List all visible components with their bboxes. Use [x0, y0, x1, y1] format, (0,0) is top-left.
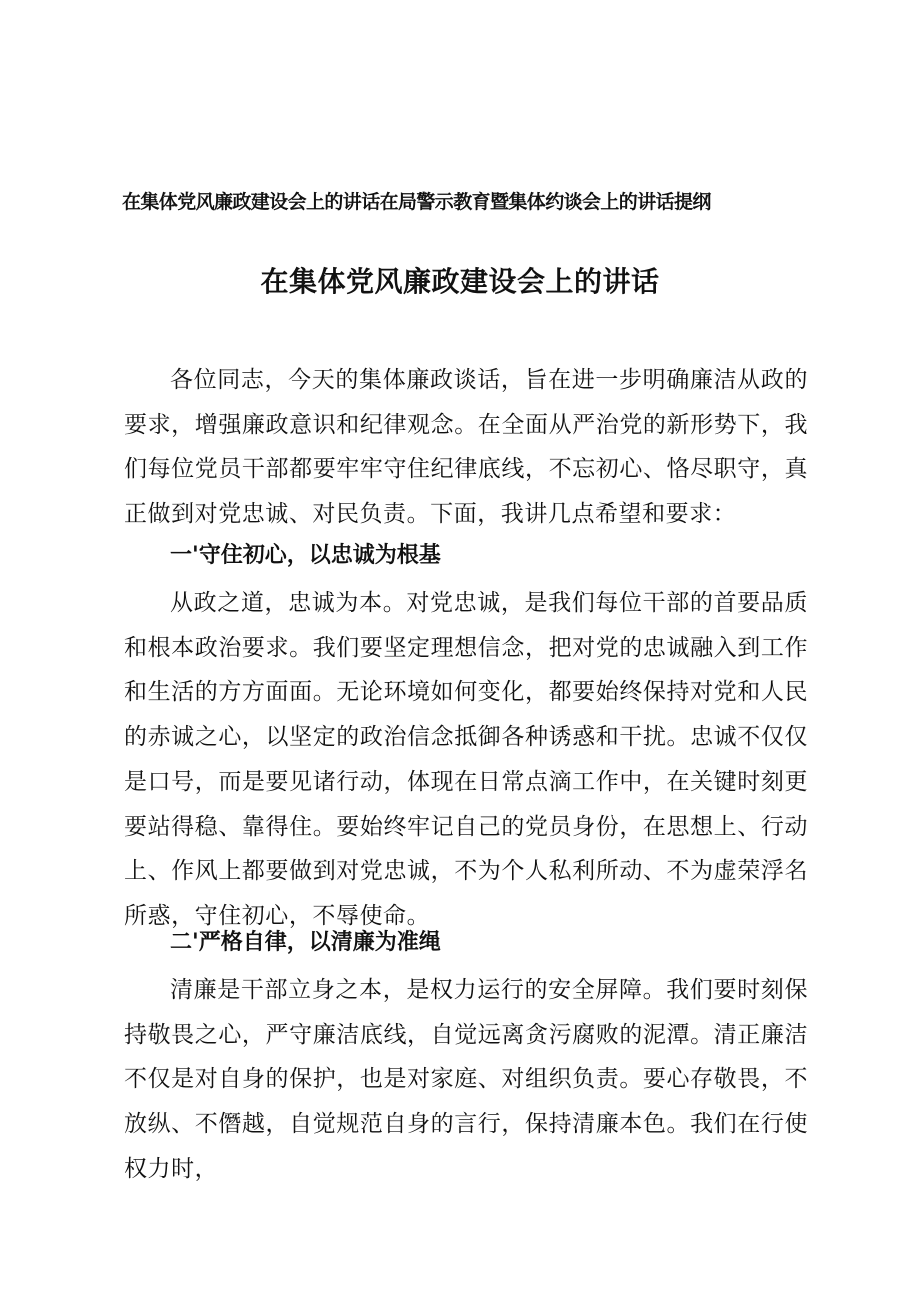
section-heading-1: 一'守住初心，以忠诚为根基	[170, 543, 441, 568]
section-heading-2: 二'严格自律，以清廉为准绳	[170, 930, 441, 955]
intro-paragraph: 各位同志，今天的集体廉政谈话，旨在进一步明确廉洁从政的要求，增强廉政意识和纪律观念。在全面从严治党的新形势下，我们每位党员干部都要牢牢守住纪律底线，不忘初心、恪尽职守，真正做到对党忠诚、对民负责。下面，我讲几点希望和要求：	[124, 367, 808, 528]
section-2-paragraph: 清廉是干部立身之本，是权力运行的安全屏障。我们要时刻保持敬畏之心，严守廉洁底线，自觉远离贪污腐败的泥潭。清正廉洁不仅是对自身的保护，也是对家庭、对组织负责。要心存敬畏，不放纵、不僭越，自觉规范自身的言行，保持清廉本色。我们在行使权力时，	[124, 977, 808, 1182]
section-1-paragraph: 从政之道，忠诚为本。对党忠诚，是我们每位干部的首要品质和根本政治要求。我们要坚定理想信念，把对党的忠诚融入到工作和生活的方方面面。无论环境如何变化，都要始终保持对党和人民的赤诚之心，以坚定的政治信念抵御各种诱惑和干扰。忠诚不仅仅是口号，而是要见诸行动，体现在日常点滴工作中，在关键时刻更要站得稳、靠得住。要始终牢记自己的党员身份，在思想上、行动上、作风上都要做到对党忠诚，不为个人私利所动、不为虚荣浮名所惑，守住初心，不辱使命。	[124, 590, 808, 929]
document-title: 在集体党风廉政建设会上的讲话	[260, 265, 660, 298]
document-header: 在集体党风廉政建设会上的讲话在局警示教育暨集体约谈会上的讲话提纲	[122, 191, 711, 213]
